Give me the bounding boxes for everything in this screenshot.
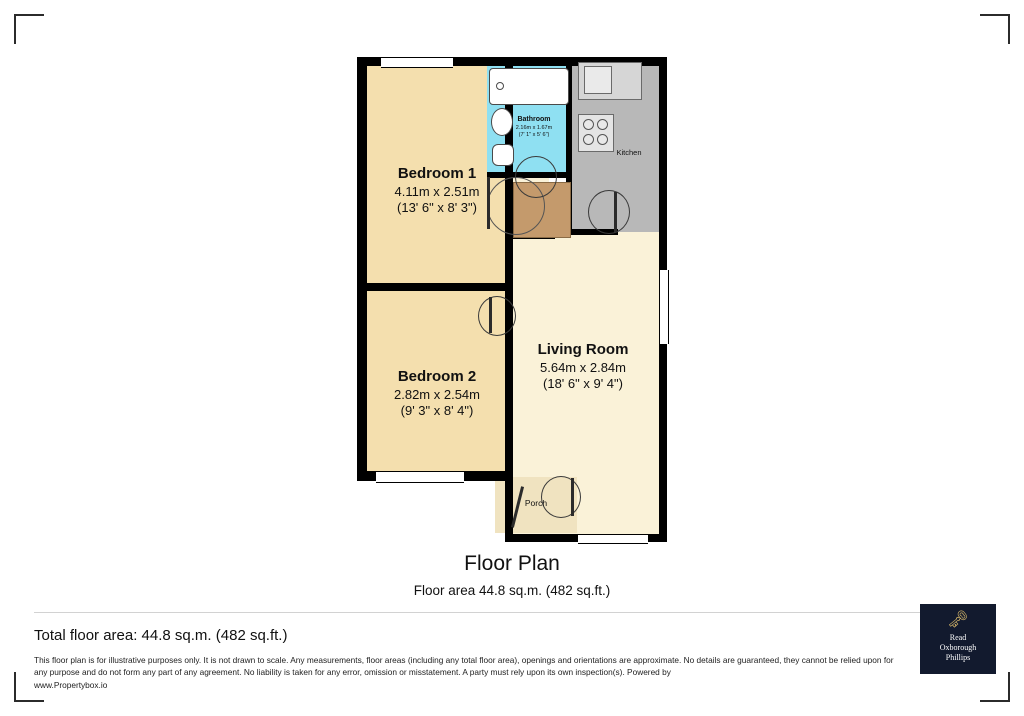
living-room-label <box>505 341 661 392</box>
kitchen-label <box>604 148 654 157</box>
living-room-dim-metric: 5.64m x 2.84m <box>540 359 626 375</box>
bathroom-name: Bathroom <box>517 116 551 123</box>
bedroom-1-dim-metric: 4.11m x 2.51m <box>394 183 480 199</box>
bathroom-dim-metric: 2.16m x 1.67m <box>515 124 553 131</box>
agency-name-line-3: Phillips <box>945 653 971 662</box>
kitchen-name: Kitchen <box>616 148 642 157</box>
door-arc-bedroom-2 <box>478 296 516 336</box>
plan-caption <box>0 552 1024 598</box>
bedroom-1-dim-imperial: (13' 6" x 8' 3") <box>397 200 477 215</box>
floor-area-subtitle: Floor area 44.8 sq.m. (482 sq.ft.) <box>413 583 611 598</box>
kitchen-hob-unit <box>578 114 614 152</box>
hob-burner-icon <box>583 119 594 130</box>
bedroom-2-dim-metric: 2.82m x 2.54m <box>394 386 480 402</box>
divider <box>34 612 990 613</box>
door-leaf-bedroom-2 <box>489 297 492 333</box>
disclaimer-body: This floor plan is for illustrative purposes only. It is not drawn to scale. Any measurements, floor areas (including any total floor area), openings and orientations are approximate. No details are guaranteed, they cannot be relied upon for any purpose and do not form any part of any agreement. No liability is taken for any error, omission or misstatement. A party must rely upon its own inspection(s). Powered by <box>34 655 894 678</box>
door-leaf-porch-outer <box>571 478 574 516</box>
door-leaf-kitchen <box>614 192 617 232</box>
hob-burner-icon <box>597 134 608 145</box>
kitchen-sink-icon <box>584 66 612 94</box>
crop-mark-bottom-right <box>980 672 1010 702</box>
agency-name-line-1: Read <box>949 633 967 642</box>
living-room-dim-imperial: (18' 6" x 9' 4") <box>543 376 623 391</box>
bedroom-1-label <box>357 165 517 216</box>
porch-name: Porch <box>524 498 548 508</box>
agency-name-line-2: Oxborough <box>939 643 977 652</box>
agency-logo <box>920 604 996 674</box>
bedroom-2-dim-imperial: (9' 3" x 8' 4") <box>400 403 474 418</box>
key-icon: 🗝 <box>947 610 969 629</box>
window-living-bottom <box>578 534 648 544</box>
bathroom-label <box>500 116 568 139</box>
window-bedroom-2-bottom <box>376 471 464 483</box>
propertybox-link[interactable]: www.Propertybox.io <box>34 680 108 691</box>
bathroom-dim-imperial: (7' 1" x 5' 6") <box>518 131 550 138</box>
hob-burner-icon <box>583 134 594 145</box>
toilet-icon <box>492 144 514 166</box>
bedroom-2-name: Bedroom 2 <box>397 368 477 385</box>
bath-plug-icon <box>496 82 504 90</box>
bedroom-2-label <box>357 368 517 419</box>
hob-burner-icon <box>597 119 608 130</box>
door-arc-porch-outer <box>541 476 581 518</box>
door-arc-bathroom <box>515 156 557 198</box>
living-room-name: Living Room <box>537 341 629 358</box>
door-arc-kitchen <box>588 190 630 234</box>
window-bedroom-1-top <box>381 57 453 68</box>
window-living-right <box>659 270 669 344</box>
disclaimer-text <box>34 654 894 691</box>
page-title: Floor Plan <box>464 552 560 575</box>
total-floor-area: Total floor area: 44.8 sq.m. (482 sq.ft.) <box>34 627 288 644</box>
porch-label <box>508 498 564 509</box>
agency-logo-text <box>921 633 995 663</box>
wall-between-bedrooms <box>367 283 513 291</box>
bedroom-1-name: Bedroom 1 <box>397 165 477 182</box>
